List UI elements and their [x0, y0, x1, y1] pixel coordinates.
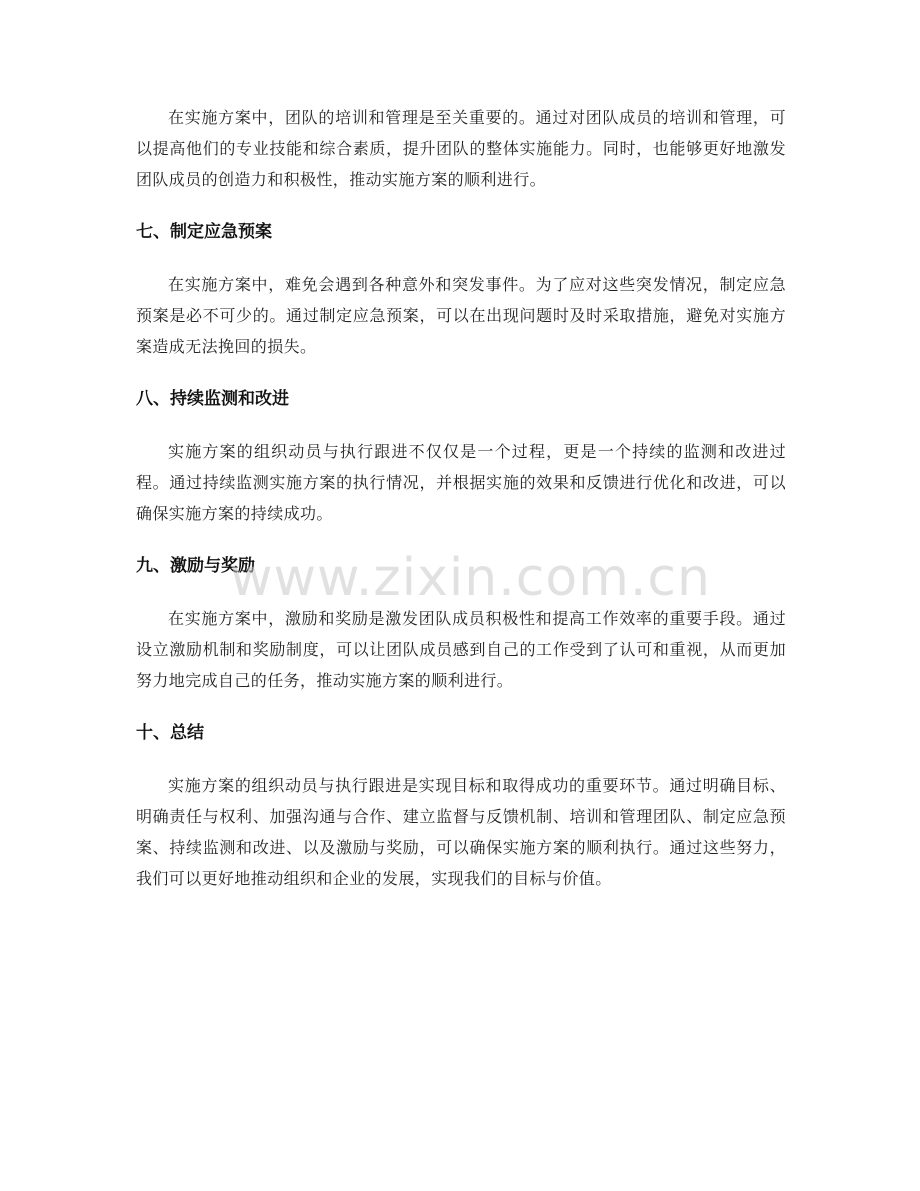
- section-heading-7: 七、制定应急预案: [136, 222, 272, 242]
- section-paragraph-9: 在实施方案中，激励和奖励是激发团队成员积极性和提高工作效率的重要手段。通过设立激励机制和奖励制度，可以让团队成员感到自己的工作受到了认可和重视，从而更加努力地完成自己的任务，推动实施方案的顺利进行。: [136, 609, 786, 690]
- watermark: www.zixin.com.cn: [230, 548, 711, 608]
- section-paragraph-7: 在实施方案中，难免会遇到各种意外和突发事件。为了应对这些突发情况，制定应急预案是必不可少的。通过制定应急预案，可以在出现问题时及时采取措施，避免对实施方案造成无法挽回的损失。: [136, 275, 786, 356]
- intro-paragraph: 在实施方案中，团队的培训和管理是至关重要的。通过对团队成员的培训和管理，可以提高他们的专业技能和综合素质，提升团队的整体实施能力。同时，也能够更好地激发团队成员的创造力和积极性，推动实施方案的顺利进行。: [136, 108, 786, 189]
- document-body: [136, 102, 786, 894]
- section-heading-10: 十、总结: [136, 723, 204, 743]
- section-heading-8: 八、持续监测和改进: [136, 389, 289, 409]
- section-paragraph-10: 实施方案的组织动员与执行跟进是实现目标和取得成功的重要环节。通过明确目标、明确责任与权利、加强沟通与合作、建立监督与反馈机制、培训和管理团队、制定应急预案、持续监测和改进、以及激励与奖励，可以确保实施方案的顺利执行。通过这些努力，我们可以更好地推动组织和企业的发展，实现我们的目标与价值。: [136, 776, 786, 888]
- section-heading-9: 九、激励与奖励: [136, 556, 255, 576]
- section-paragraph-8: 实施方案的组织动员与执行跟进不仅仅是一个过程，更是一个持续的监测和改进过程。通过持续监测实施方案的执行情况，并根据实施的效果和反馈进行优化和改进，可以确保实施方案的持续成功。: [136, 442, 786, 523]
